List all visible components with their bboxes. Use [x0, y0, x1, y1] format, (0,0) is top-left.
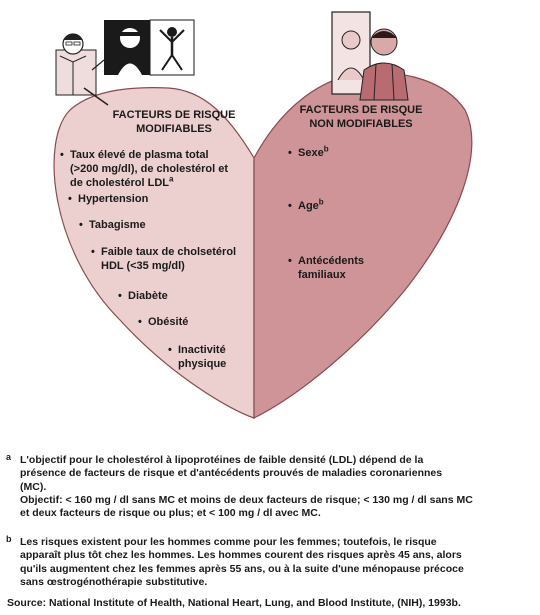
source-citation: Source: National Institute of Health, National Heart, Lung, and Blood Institute, (NIH), 1993b.: [7, 597, 461, 609]
right-heading-line2: NON MODIFIABLES: [309, 118, 413, 130]
silhouette-figures-icon: [104, 20, 194, 75]
left-item-7: • Inactivité physique: [168, 344, 227, 370]
footnote-b: b Les risques existent pour les hommes comme pour les femmes; toutefois, le risque apparaît plus tôt chez les hommes. Les hommes courent des risques après 45 ans, alors qu'ils augmentent chez les femmes après 55 ans, ou à la suite d'une ménopause précoce sans œstrogénothérapie substitutive.: [6, 534, 464, 588]
left-item-4: • Faible taux de cholsetérol HDL (<35 mg/dl): [91, 246, 237, 272]
left-item-5: • Diabète: [118, 290, 168, 302]
right-item-1: • Sexe$^b$: [288, 144, 329, 159]
left-item-2: • Hypertension: [68, 193, 149, 205]
right-item-2: • Age$^b$: [288, 197, 324, 212]
left-item-6: • Obésité: [138, 316, 189, 328]
person-at-mirror-icon: [332, 12, 408, 100]
left-heading-line1: FACTEURS DE RISQUE: [112, 109, 236, 121]
right-heading-line1: FACTEURS DE RISQUE: [299, 104, 423, 116]
right-heading: [286, 103, 436, 131]
left-item-3: • Tabagisme: [79, 219, 146, 231]
right-item-3: • Antécédents familiaux: [288, 255, 365, 281]
left-heading: [104, 108, 244, 136]
footnote-a: a L'objectif pour le cholestérol à lipoprotéines de faible densité (LDL) dépend de la présence de facteurs de risque et d'antécédents prouvés de maladies coronariennes (MC). Objectif: < 160 mg / dl sans MC et moins de deux facteurs de risque; < 130 mg / dl sans MC et deux facteurs de risque ou plus; et < 100 mg / dl avec MC.: [6, 452, 473, 520]
left-item-1: • Taux élevé de plasma total (>200 mg/dl), de cholestérol et de cholestérol LDL$^a$: [60, 149, 229, 189]
left-heading-line2: MODIFIABLES: [136, 123, 212, 135]
